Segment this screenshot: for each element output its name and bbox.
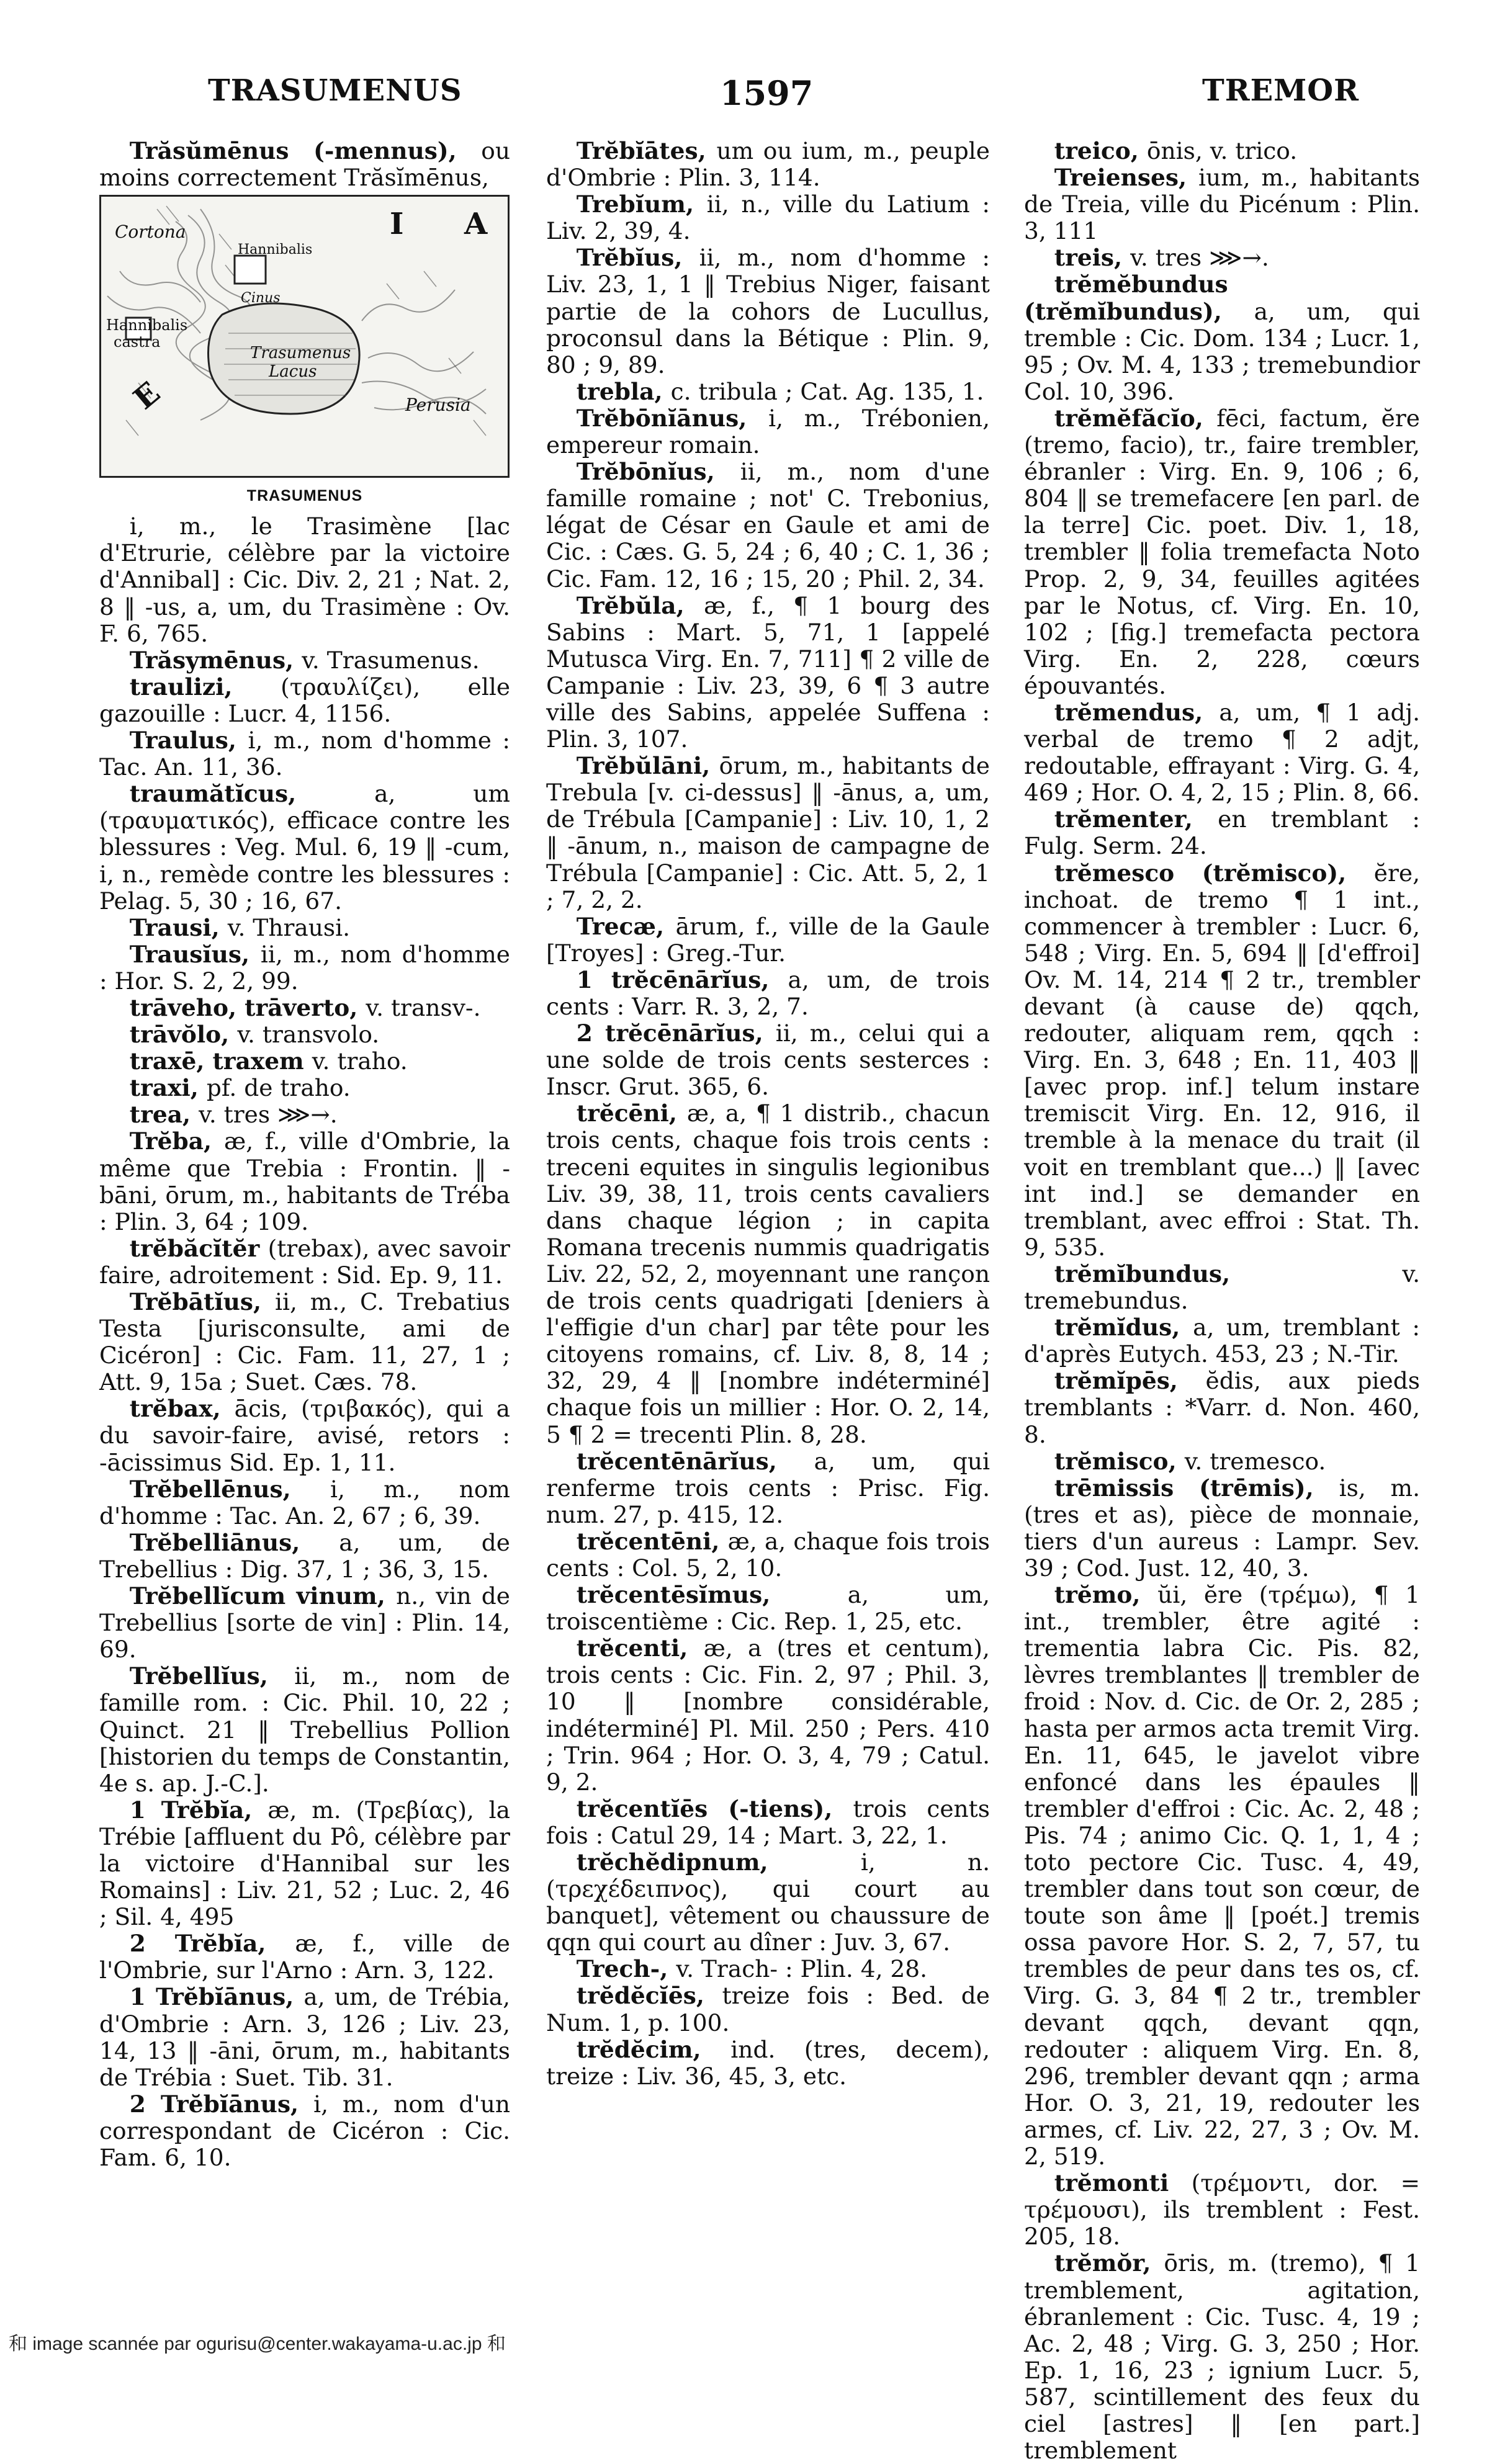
entry-definition: a, um, troiscentième : Cic. Rep. 1, 25, etc. bbox=[546, 1581, 990, 1636]
entry-headword: Trĕbellĭcum vinum, bbox=[129, 1582, 385, 1610]
map-illustration bbox=[101, 197, 508, 476]
dictionary-entry bbox=[99, 1530, 510, 1583]
entry-definition: v. tres ⋙→. bbox=[1130, 244, 1269, 272]
dictionary-entry bbox=[99, 1476, 510, 1530]
entry-headword: Trausi, bbox=[129, 913, 220, 941]
entry-definition: ium, m., habitants de Treia, ville du Picénum : Plin. 3, 111 bbox=[1024, 164, 1421, 245]
entry-headword: Trĕbātĭus, bbox=[129, 1288, 262, 1315]
dictionary-entry bbox=[99, 1101, 510, 1128]
dictionary-entry bbox=[99, 1289, 510, 1396]
entry-headword: Trĕbĭātes, bbox=[576, 137, 706, 164]
entry-definition: ōris, m. (tremo), ¶ 1 tremblement, agitation, ébranlement : Cic. Tusc. 4, 19 ; Ac. 2, 48 ; Virg. G. 3, 250 ; Hor. Ep. 1, 16, 23 ; ignium Lucr. 5, 587, scintillement des feux du ciel [astres] ‖ [en part.] tremblement bbox=[1024, 2249, 1421, 2464]
dictionary-entry bbox=[1024, 860, 1420, 1261]
dictionary-entry bbox=[546, 1448, 990, 1528]
entry-headword: trĕmĭpēs, bbox=[1054, 1367, 1178, 1395]
entry-headword: trĕdĕcĭēs, bbox=[576, 1982, 704, 2010]
svg-text:I: I bbox=[390, 207, 404, 242]
entry-definition: æ, f., ville d'Ombrie, la même que Trebia : Frontin. ‖ -bāni, ōrum, m., habitants de Tréba : Plin. 3, 64 ; 109. bbox=[99, 1127, 510, 1235]
svg-text:Cinus: Cinus bbox=[241, 290, 281, 307]
entry-headword: trĕmo, bbox=[1054, 1581, 1141, 1609]
dictionary-entry bbox=[1024, 2250, 1420, 2464]
entry-definition: æ, m. (Τρεβίας), la Trébie [affluent du Pô, célèbre par la victoire d'Hannibal sur les Romains] : Liv. 21, 52 ; Luc. 2, 46 ; Sil. 4, 495 bbox=[99, 1796, 510, 1931]
dictionary-entry bbox=[546, 1796, 990, 1849]
dictionary-entry bbox=[1024, 164, 1420, 244]
entry-headword: trĕcentēni, bbox=[576, 1527, 720, 1555]
entry-headword: trĕmonti bbox=[1054, 2169, 1169, 2197]
entry-definition: ōrum, m., habitants de Trebula [v. ci-dessus] ‖ -ānus, a, um, de Trébula [Campanie] : Liv. 10, 1, 2 ‖ -ānum, n., maison de campagne de Trébula [Campanie] : Cic. Att. 5, 2, 1 ; 7, 2, 2. bbox=[546, 752, 990, 913]
dictionary-entry bbox=[1024, 1314, 1420, 1368]
entry-definition: v. tremesco. bbox=[1184, 1447, 1326, 1475]
dictionary-entry bbox=[99, 915, 510, 941]
column-2 bbox=[546, 138, 990, 2291]
dictionary-entry bbox=[99, 1396, 510, 1476]
entry-definition: a, um (τραυματικός), efficace contre les blessures : Veg. Mul. 6, 19 ‖ -cum, i, n., remède contre les blessures : Pelag. 5, 30 ; 16, 67. bbox=[99, 780, 510, 915]
entry-headword: trea, bbox=[129, 1101, 191, 1129]
entry-definition: v. Thrausi. bbox=[227, 913, 351, 941]
entry-definition: i, m., le Trasimène [lac d'Etrurie, célèbre par la victoire d'Annibal] : Cic. Div. 2, 21 ; Nat. 2, 8 ‖ -us, a, um, du Trasimène : Ov. F. 6, 765. bbox=[99, 513, 510, 647]
svg-text:A: A bbox=[464, 207, 488, 242]
entry-definition: c. tribula ; Cat. Ag. 135, 1. bbox=[670, 377, 984, 405]
entry-headword: Trĕbĭus, bbox=[576, 244, 683, 272]
entry-definition: ōnis, v. trico. bbox=[1146, 137, 1298, 164]
entry-headword: trēmissis (trēmis), bbox=[1054, 1474, 1314, 1502]
entry-definition: en tremblant : Fulg. Serm. 24. bbox=[1024, 805, 1420, 860]
entry-headword: 2 Trĕbĭānus, bbox=[129, 2090, 299, 2118]
page-number: 1597 bbox=[720, 73, 814, 113]
entry-definition: a, um, de trois cents : Varr. R. 3, 2, 7. bbox=[546, 965, 990, 1020]
dictionary-entry bbox=[546, 1849, 990, 1956]
entry-headword: 2 Trĕbĭa, bbox=[129, 1930, 266, 1958]
entry-headword: Trĕbōnĭānus, bbox=[576, 404, 747, 432]
entry-headword: Traulus, bbox=[129, 727, 236, 755]
dictionary-entry bbox=[546, 1582, 990, 1635]
dictionary-entry bbox=[99, 1797, 510, 1930]
dictionary-entry bbox=[546, 753, 990, 913]
entry-definition: a, um, qui tremble : Cic. Dom. 134 ; Lucr. 1, 95 ; Ov. M. 4, 133 ; tremebundior Col. 10, 396. bbox=[1024, 297, 1420, 405]
dictionary-entry bbox=[99, 1663, 510, 1796]
entry-definition: ii, m., nom d'une famille romaine ; not' C. Trebonius, légat de César en Gaule et ami de Cic. : Cæs. G. 5, 24 ; 6, 40 ; C. 1, 36 ; Cic. Fam. 12, 16 ; 15, 20 ; Phil. 2, 34. bbox=[546, 458, 990, 593]
entry-headword: trĕmĭdus, bbox=[1054, 1314, 1180, 1342]
dictionary-entry bbox=[1024, 244, 1420, 271]
dictionary-entry bbox=[546, 191, 990, 244]
dictionary-entry bbox=[1024, 1368, 1420, 1448]
entry-definition: a, um, de Trébia, d'Ombrie : Arn. 3, 126 ; Liv. 23, 14, 13 ‖ -āni, ōrum, m., habitants de Trébia : Suet. Tib. 31. bbox=[99, 1983, 510, 2091]
entry-headword: trĕmisco, bbox=[1054, 1447, 1177, 1475]
dictionary-entry bbox=[99, 781, 510, 914]
entry-headword: trĕcēni, bbox=[576, 1100, 677, 1127]
entry-headword: treico, bbox=[1054, 137, 1139, 164]
dictionary-entry bbox=[546, 913, 990, 967]
dictionary-entry bbox=[99, 1021, 510, 1048]
entry-headword: Trĕbellĭus, bbox=[129, 1662, 268, 1690]
dictionary-entry bbox=[546, 459, 990, 592]
svg-text:Hannibalis: Hannibalis bbox=[238, 242, 313, 258]
entry-definition: v. tremebundus. bbox=[1024, 1260, 1420, 1315]
dictionary-entry bbox=[99, 674, 510, 727]
dictionary-entry bbox=[546, 2036, 990, 2090]
entry-definition: ācis, (τριβακός), qui a du savoir-faire, avisé, retors : -ācissimus Sid. Ep. 1, 11. bbox=[99, 1395, 510, 1476]
entry-definition: a, um, de Trebellius : Dig. 37, 1 ; 36, 3, 15. bbox=[99, 1528, 510, 1583]
dictionary-entry bbox=[546, 1956, 990, 1982]
dictionary-entry bbox=[99, 1075, 510, 1101]
svg-text:Hannibalis: Hannibalis bbox=[106, 316, 188, 334]
dictionary-entry bbox=[1024, 806, 1420, 859]
entry-definition: ii, m., nom d'homme : Hor. S. 2, 2, 99. bbox=[99, 940, 510, 995]
entry-definition: ārum, f., ville de la Gaule [Troyes] : Greg.-Tur. bbox=[546, 912, 990, 967]
dictionary-entry bbox=[99, 1930, 510, 1984]
dictionary-entry bbox=[99, 941, 510, 995]
entry-definition: trois cents fois : Catul 29, 14 ; Mart. 3, 22, 1. bbox=[546, 1794, 990, 1849]
entry-headword: trĕcentēsĭmus, bbox=[576, 1581, 771, 1609]
entry-definition: æ, a (tres et centum), trois cents : Cic. Fin. 2, 97 ; Phil. 3, 10 ‖ [nombre considérable, indéterminé] Pl. Mil. 250 ; Pers. 410 ; Trin. 964 ; Hor. O. 3, 4, 79 ; Catul. 9, 2. bbox=[546, 1634, 990, 1796]
dictionary-entry bbox=[99, 1583, 510, 1663]
entry-headword: treis, bbox=[1054, 244, 1123, 272]
dictionary-entry bbox=[546, 138, 990, 191]
entry-definition: i, m., Trébonien, empereur romain. bbox=[546, 404, 990, 459]
entry-headword: trĕmĕbundus (trĕmĭbundus), bbox=[1024, 271, 1228, 325]
dictionary-entry bbox=[546, 244, 990, 378]
entry-definition: pf. de traho. bbox=[206, 1074, 351, 1102]
entry-definition: v. Trasumenus. bbox=[302, 646, 480, 674]
trasimene-map bbox=[99, 195, 510, 478]
dictionary-entry bbox=[99, 2091, 510, 2171]
entry-headword: trĕchĕdipnum, bbox=[576, 1848, 768, 1876]
entry-headword: Trech-, bbox=[576, 1955, 668, 1983]
dictionary-entry bbox=[99, 1128, 510, 1235]
running-head-left: TRASUMENUS bbox=[208, 73, 462, 108]
entry-headword: trāvŏlo, bbox=[129, 1021, 230, 1049]
dictionary-entry bbox=[546, 1100, 990, 1448]
entry-headword: traxē, traxem bbox=[129, 1047, 304, 1075]
entry-definition: (τρέμοντι, dor. = τρέμουσι), ils tremblent : Fest. 205, 18. bbox=[1024, 2169, 1420, 2251]
entry-definition: i, n. (τρεχέδειπνος), qui court au banquet], vêtement ou chaussure de qqn qui court au dîner : Juv. 3, 67. bbox=[546, 1848, 991, 1956]
dictionary-entry bbox=[1024, 699, 1420, 806]
entry-headword: Trĕbōnĭus, bbox=[576, 458, 715, 486]
entry-headword: Trĕbelliānus, bbox=[129, 1528, 300, 1556]
entry-definition: ii, m., celui qui a une solde de trois cents sesterces : Inscr. Grut. 365, 6. bbox=[546, 1019, 990, 1101]
entry-headword: Trĕba, bbox=[129, 1127, 212, 1155]
dictionary-entry bbox=[546, 967, 990, 1020]
entry-definition: ii, m., nom de famille rom. : Cic. Phil. 10, 22 ; Quinct. 21 ‖ Trebellius Pollion [historien du temps de Constantin, 4e s. ap. J.-C.]. bbox=[99, 1662, 510, 1797]
entry-definition: v. traho. bbox=[312, 1047, 408, 1075]
dictionary-entry bbox=[99, 995, 510, 1021]
entry-headword: trĕdĕcim, bbox=[576, 2035, 701, 2063]
entry-definition: (trebax), avec savoir faire, adroitement : Sid. Ep. 9, 11. bbox=[99, 1234, 510, 1289]
scan-credit: 和 image scannée par ogurisu@center.wakayama-u.ac.jp 和 bbox=[9, 2334, 506, 2354]
entry-definition: ou moins correctement Trăsĭmēnus, bbox=[99, 137, 510, 192]
entry-headword: 1 Trĕbĭa, bbox=[129, 1796, 253, 1824]
dictionary-entry bbox=[99, 647, 510, 674]
entry-definition: ii, m., nom d'homme : Liv. 23, 1, 1 ‖ Trebius Niger, faisant partie de la cohors de Lucullus, proconsul dans la Bétique : Plin. 9, 80 ; 9, 89. bbox=[546, 244, 990, 379]
dictionary-entry bbox=[546, 405, 990, 459]
entry-headword: Trebĭum, bbox=[576, 190, 694, 218]
hannibal-camp-symbol bbox=[235, 256, 266, 284]
entry-definition: ii, n., ville du Latium : Liv. 2, 39, 4. bbox=[546, 190, 990, 245]
entry-definition: ĕre, inchoat. de tremo ¶ 1 int., commencer à trembler : Lucr. 6, 548 ; Virg. En. 5, 694 ‖ [d'effroi] Ov. M. 14, 214 ¶ 2 tr., trembler devant (à cause de) qqch, redouter, aliquam rem, qqch : Virg. En. 3, 648 ; En. 11, 403 ‖ [avec prop. inf.] telum instare tremiscit Virg. En. 12, 916, il tremble à la menace du trait (il voit en tremblant que...) ‖ [avec int ind.] se demander en tremblant, avec effroi : Stat. Th. 9, 535. bbox=[1024, 859, 1420, 1261]
dictionary-entry bbox=[1024, 1582, 1420, 2170]
entry-headword: 1 Trĕbĭānus, bbox=[129, 1983, 294, 2011]
entry-headword: trĕcenti, bbox=[576, 1634, 688, 1662]
entry-definition: fēci, factum, ĕre (tremo, facio), tr., faire trembler, ébranler : Virg. En. 9, 106 ; 6, 804 ‖ se tremefacere [en parl. de la terre] Cic. poet. Div. 1, 18, trembler ‖ folia tremefacta Noto Prop. 2, 9, 34, feuilles agitées par le Notus, cf. Virg. En. 10, 102 ; [fig.] tremefacta pectora Virg. En. 2, 228, cœurs épouvantés. bbox=[1024, 404, 1420, 699]
entry-headword: 1 trĕcēnārĭus, bbox=[576, 965, 770, 993]
entry-definition: treize fois : Bed. de Num. 1, p. 100. bbox=[546, 1982, 990, 2036]
entry-definition: ĕdis, aux pieds tremblants : *Varr. d. Non. 460, 8. bbox=[1024, 1367, 1420, 1448]
entry-headword: traulizi, bbox=[129, 673, 233, 701]
entry-headword: traumătĭcus, bbox=[129, 780, 297, 808]
entry-headword: Trăsymēnus, bbox=[129, 646, 294, 674]
entry-headword: Trăsŭmēnus (-mennus), bbox=[129, 137, 457, 164]
entry-definition: v. transv-. bbox=[366, 993, 481, 1021]
entry-definition: (τραυλίζει), elle gazouille : Lucr. 4, 1156. bbox=[99, 673, 511, 727]
dictionary-entry bbox=[546, 1982, 990, 2036]
entry-definition: ind. (tres, decem), treize : Liv. 36, 45, 3, etc. bbox=[546, 2035, 990, 2090]
dictionary-entry bbox=[546, 593, 990, 753]
dictionary-entry bbox=[1024, 2170, 1420, 2250]
entry-definition: i, m., nom d'un correspondant de Cicéron : Cic. Fam. 6, 10. bbox=[99, 2090, 510, 2171]
dictionary-entry bbox=[1024, 1448, 1420, 1475]
entry-definition: ii, m., C. Trebatius Testa [jurisconsulte, ami de Cicéron] : Cic. Fam. 11, 27, 1 ; Att. 9, 15a ; Suet. Cæs. 78. bbox=[99, 1288, 510, 1396]
svg-text:castra: castra bbox=[114, 333, 161, 351]
dictionary-entry bbox=[546, 379, 990, 405]
entry-definition: is, m. (tres et as), pièce de monnaie, tiers d'un aureus : Lampr. Sev. 39 ; Cod. Just. 12, 40, 3. bbox=[1024, 1474, 1421, 1582]
entry-definition: a, um, qui renferme trois cents : Prisc. Fig. num. 27, p. 415, 12. bbox=[546, 1447, 990, 1528]
svg-text:Perusia: Perusia bbox=[405, 395, 471, 416]
entry-headword: Trecæ, bbox=[576, 912, 664, 940]
entry-definition: i, m., nom d'homme : Tac. An. 2, 67 ; 6, 39. bbox=[99, 1475, 510, 1530]
svg-text:E: E bbox=[127, 375, 167, 417]
entry-headword: traxi, bbox=[129, 1074, 199, 1102]
svg-text:Lacus: Lacus bbox=[269, 362, 317, 382]
dictionary-entry bbox=[99, 1984, 510, 2090]
entry-definition: um ou ium, m., peuple d'Ombrie : Plin. 3, 114. bbox=[546, 137, 990, 192]
entry-headword: Trausĭus, bbox=[129, 940, 250, 968]
dictionary-entry bbox=[99, 727, 510, 781]
dictionary-entry bbox=[546, 1020, 990, 1100]
entry-definition: a, um, ¶ 1 adj. verbal de tremo ¶ 2 adjt, redoutable, effrayant : Virg. G. 4, 469 ; Hor. O. 4, 2, 15 ; Plin. 8, 66. bbox=[1024, 698, 1420, 807]
entry-headword: 2 trĕcēnārĭus, bbox=[576, 1019, 763, 1047]
entry-headword: trĕmŏr, bbox=[1054, 2249, 1151, 2277]
entry-headword: trāveho, trāverto, bbox=[129, 993, 358, 1021]
entry-definition: æ, a, ¶ 1 distrib., chacun trois cents, chaque fois trois cents : treceni equites in singulis legionibus Liv. 39, 38, 11, trois cents cavaliers dans chaque légion ; in capita Romana trecenis nummis quadrigatis Liv. 22, 52, 2, moyennant une rançon de trois cents quadrigati [deniers à l'effigie d'un char] par tête pour les citoyens romains, cf. Liv. 8, 8, 14 ; 32, 29, 4 ‖ [nombre indéterminé] chaque fois un millier : Hor. O. 2, 14, 5 ¶ 2 = trecenti Plin. 8, 28. bbox=[546, 1100, 990, 1448]
entry-definition: a, um, tremblant : d'après Eutych. 453, 23 ; N.-Tir. bbox=[1024, 1314, 1420, 1368]
dictionary-entry bbox=[1024, 1475, 1420, 1582]
dictionary-entry bbox=[546, 1635, 990, 1796]
entry-headword: trĕmendus, bbox=[1054, 698, 1203, 726]
dictionary-entry bbox=[1024, 1261, 1420, 1314]
entry-headword: Trĕbŭlāni, bbox=[576, 752, 711, 780]
entry-headword: Treienses, bbox=[1054, 164, 1187, 192]
entry-headword: trĕcentēnārĭus, bbox=[576, 1447, 777, 1475]
entry-headword: trĕmesco (trĕmisco), bbox=[1054, 859, 1347, 887]
entry-headword: trĕcentĭēs (-tiens), bbox=[576, 1794, 833, 1822]
entry-definition: æ, f., ¶ 1 bourg des Sabins : Mart. 5, 71, 1 [appelé Mutusca Virg. En. 7, 711] ¶ 2 ville de Campanie : Liv. 23, 39, 6 ¶ 3 autre ville des Sabins, appelée Suffena : Plin. 3, 107. bbox=[546, 591, 990, 753]
dictionary-entry bbox=[1024, 405, 1420, 699]
dictionary-entry bbox=[546, 1528, 990, 1582]
map-caption: TRASUMENUS bbox=[246, 487, 363, 505]
entry-headword: trĕbax, bbox=[129, 1395, 221, 1423]
dictionary-entry bbox=[99, 513, 510, 647]
entry-definition: æ, f., ville de l'Ombrie, sur l'Arno : Arn. 3, 122. bbox=[99, 1930, 510, 1984]
map-figure bbox=[99, 195, 510, 509]
entry-definition: æ, a, chaque fois trois cents : Col. 5, 2, 10. bbox=[546, 1527, 990, 1582]
dictionary-entry bbox=[1024, 138, 1420, 164]
entry-definition: ŭi, ĕre (τρέμω), ¶ 1 int., trembler, être agité : trementia labra Cic. Pis. 82, lèvres tremblantes ‖ trembler de froid : Nov. d. Cic. de Or. 2, 285 ; hasta per armos acta tremit Virg. En. 11, 645, le javelot vibre enfoncé dans les épaules ‖ trembler d'effroi : Cic. Ac. 2, 48 ; Pis. 74 ; animo Cic. Q. 1, 1, 4 ; toto pectore Cic. Tusc. 4, 49, trembler dans tout son cœur, de toute son âme ‖ [poét.] tremis ossa pavore Hor. S. 2, 7, 57, tu trembles de peur dans tes os, cf. Virg. G. 3, 84 ¶ 2 tr., trembler devant qqch, devant qqn, redouter : aliquem Virg. En. 8, 296, trembler devant qqn ; arma Hor. O. 3, 21, 19, redouter les armes, cf. Liv. 22, 27, 3 ; Ov. M. 2, 519. bbox=[1024, 1581, 1420, 2171]
svg-text:Trasumenus: Trasumenus bbox=[250, 344, 351, 363]
entry-headword: trĕmĕfăcĭo, bbox=[1054, 404, 1203, 432]
entry-headword: trĕbăcĭtĕr bbox=[129, 1234, 260, 1262]
entry-headword: trebla, bbox=[576, 377, 663, 405]
entry-definition: v. tres ⋙→. bbox=[199, 1101, 338, 1129]
dictionary-entry bbox=[1024, 271, 1420, 405]
column-3 bbox=[1024, 137, 1421, 2464]
column-1 bbox=[99, 138, 510, 2291]
dictionary-entry bbox=[99, 138, 510, 191]
entry-definition: v. Trach- : Plin. 4, 28. bbox=[676, 1955, 928, 1983]
entry-definition: v. transvolo. bbox=[237, 1021, 380, 1049]
entry-definition: i, m., nom d'homme : Tac. An. 11, 36. bbox=[99, 727, 510, 781]
entry-headword: trĕmenter, bbox=[1054, 805, 1193, 833]
map-label-cortona: Cortona bbox=[115, 222, 186, 243]
entry-headword: Trĕbŭla, bbox=[576, 591, 685, 619]
entry-definition: n., vin de Trebellius [sorte de vin] : Plin. 14, 69. bbox=[99, 1582, 510, 1664]
entry-headword: Trĕbellēnus, bbox=[129, 1475, 291, 1503]
entry-headword: trĕmĭbundus, bbox=[1054, 1260, 1231, 1288]
running-head-right: TREMOR bbox=[1202, 73, 1359, 108]
dictionary-entry bbox=[99, 1235, 510, 1289]
dictionary-entry bbox=[99, 1048, 510, 1075]
